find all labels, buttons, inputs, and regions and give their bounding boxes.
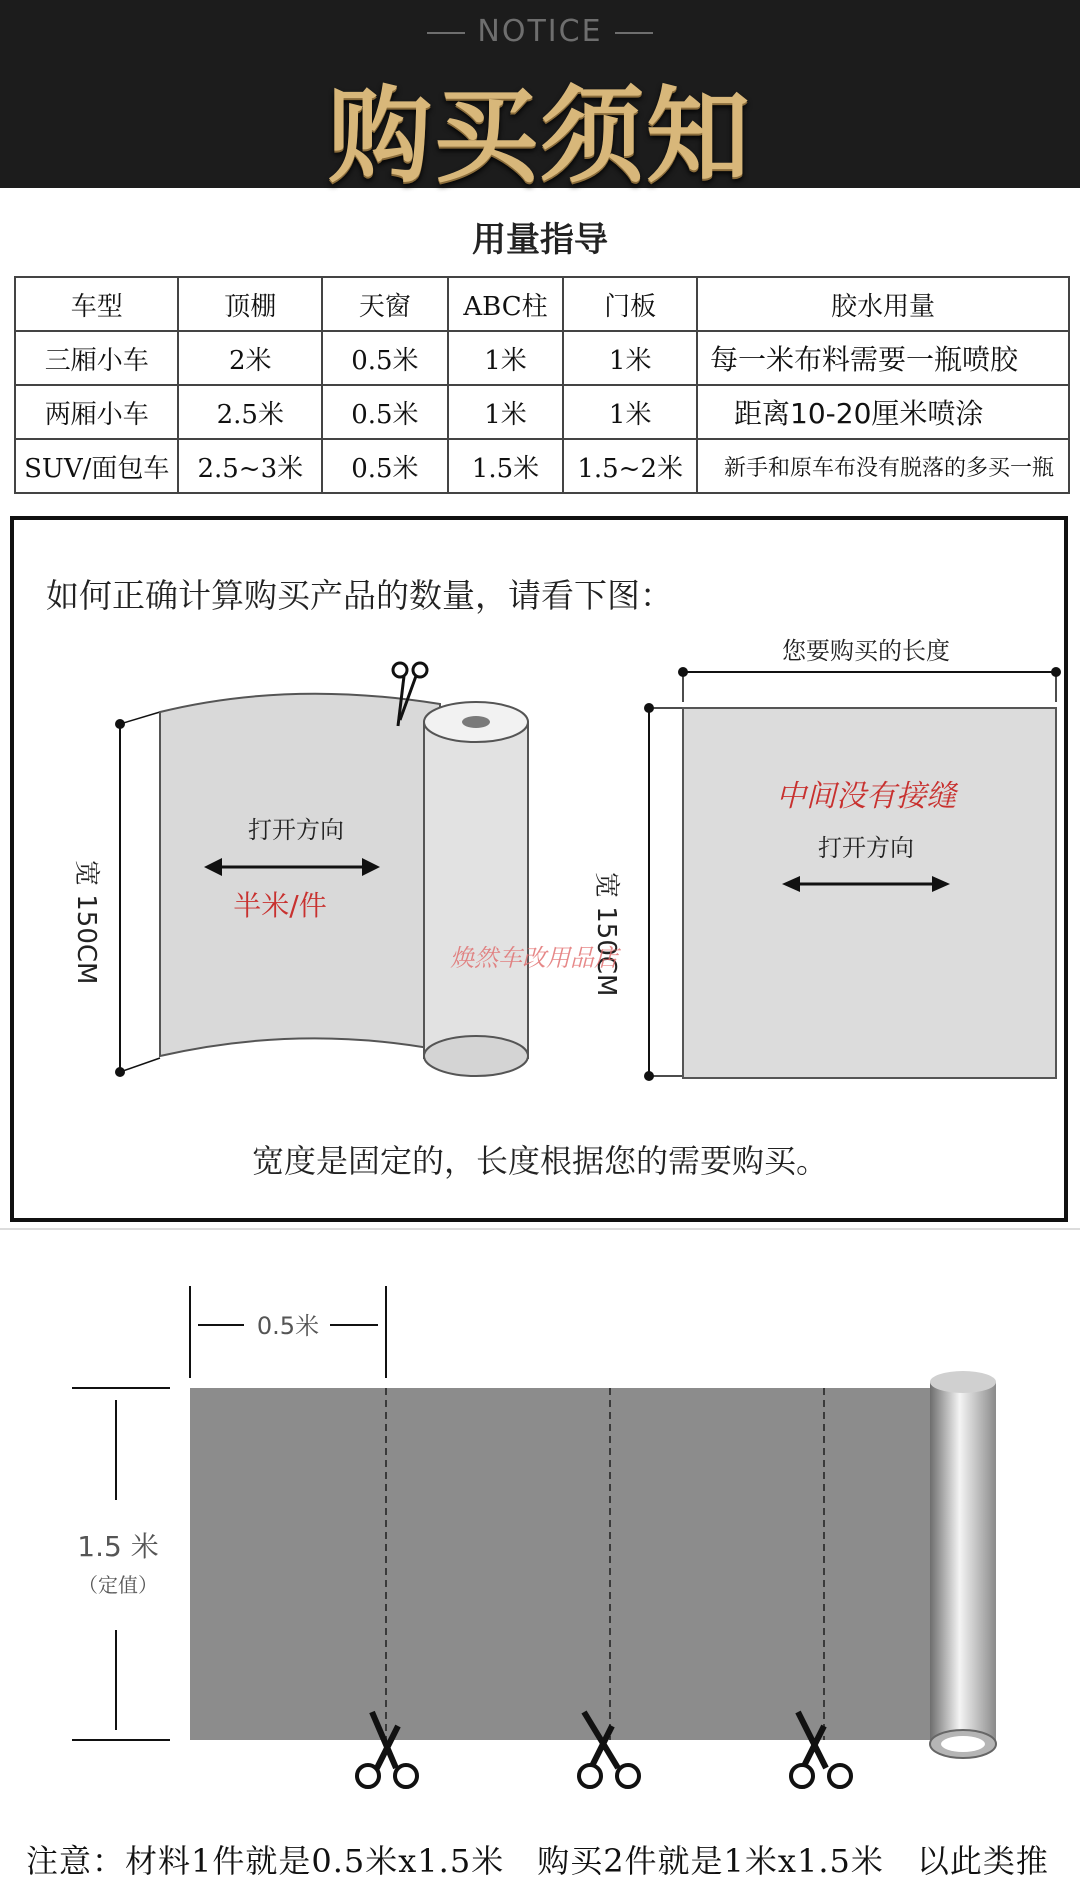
width-label-right: 宽 150CM (591, 872, 621, 997)
buy-length-label: 您要购买的长度 (782, 637, 950, 665)
segment-diagram (72, 1286, 996, 1787)
table-cell: 1米 (448, 331, 564, 385)
guide-question: 如何正确计算购买产品的数量，请看下图： (46, 576, 673, 615)
table-cell: 三厢小车 (15, 331, 178, 385)
table-cell: 两厢小车 (15, 385, 178, 439)
col-ceiling: 顶棚 (178, 277, 322, 331)
open-direction-label: 打开方向 (818, 834, 914, 862)
table-cell: 2.5米 (178, 385, 322, 439)
table-cell: 1.5~2米 (563, 439, 697, 493)
table-cell: 1米 (448, 385, 564, 439)
usage-title: 用量指导 (472, 220, 608, 260)
divider (0, 1228, 1080, 1230)
page-title: 购买须知 (327, 75, 752, 197)
height-note: （定值） (78, 1573, 158, 1597)
open-direction-label: 打开方向 (248, 816, 344, 844)
table-cell: 2.5~3米 (178, 439, 322, 493)
height-label: 1.5 米 (77, 1530, 159, 1563)
table-cell: SUV/面包车 (15, 439, 178, 493)
col-glue: 胶水用量 (697, 277, 1069, 331)
col-car-type: 车型 (15, 277, 178, 331)
width-label-left: 宽 150CM (71, 860, 101, 985)
table-cell: 0.5米 (322, 331, 448, 385)
table-cell: 0.5米 (322, 385, 448, 439)
table-cell: 每一米布料需要一瓶喷胶 (697, 331, 1069, 385)
table-cell: 2米 (178, 331, 322, 385)
col-abc-pillar: ABC柱 (448, 277, 564, 331)
fixed-width-note: 宽度是固定的，长度根据您的需要购买。 (251, 1142, 828, 1180)
half-meter-label: 半米/件 (233, 889, 327, 922)
roll-illustration (115, 663, 528, 1077)
table-cell: 1米 (563, 331, 697, 385)
no-seam-label: 中间没有接缝 (776, 779, 956, 814)
notice-label: NOTICE (0, 14, 1080, 49)
table-cell: 距离10-20厘米喷涂 (697, 385, 1069, 439)
table-cell: 1.5米 (448, 439, 564, 493)
col-sunroof: 天窗 (322, 277, 448, 331)
watermark: 焕然车改用品店 (450, 944, 618, 972)
footer-note: 注意：材料1件就是0.5米x1.5米 购买2件就是1米x1.5米 以此类推 (26, 1842, 1049, 1880)
col-door-panel: 门板 (563, 277, 697, 331)
table-cell: 1米 (563, 385, 697, 439)
table-cell: 新手和原车布没有脱落的多买一瓶 (697, 439, 1069, 493)
segment-length-label: 0.5米 (256, 1312, 320, 1340)
sheet-illustration (644, 667, 1061, 1081)
table-cell: 0.5米 (322, 439, 448, 493)
